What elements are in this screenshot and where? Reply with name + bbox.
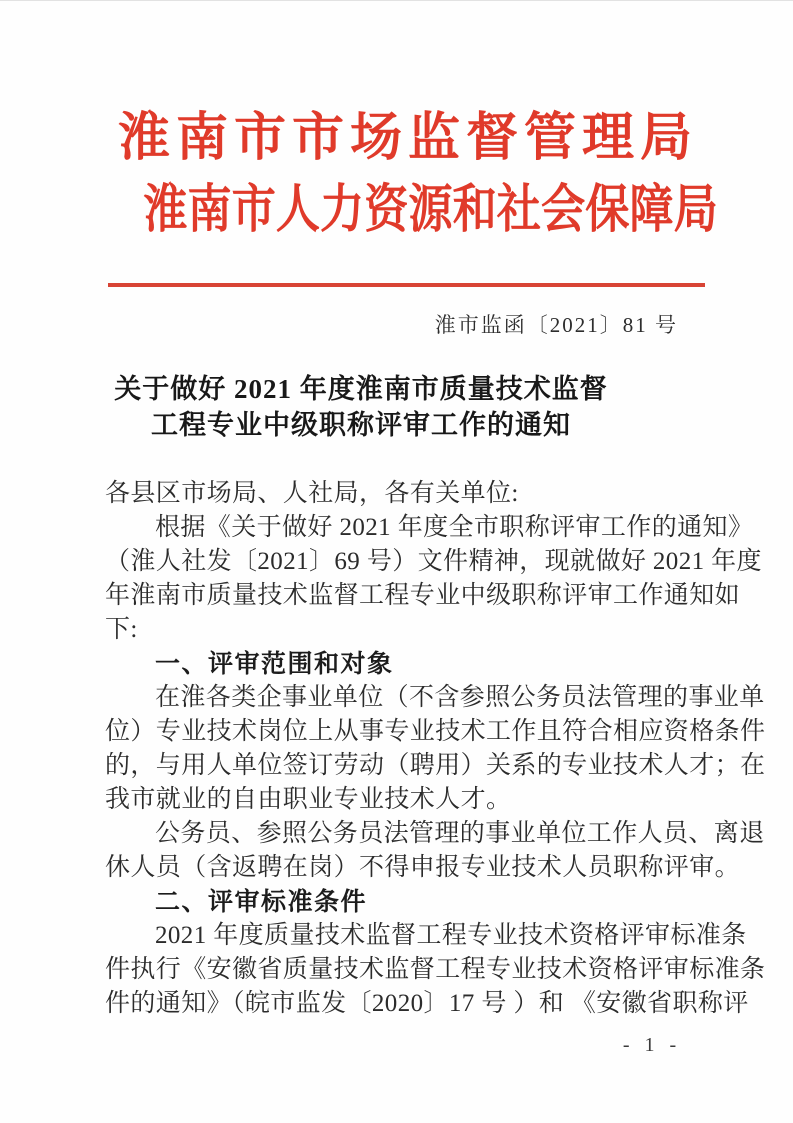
body-line: 休人员（含返聘在岗）不得申报专业技术人员职称评审。 <box>105 854 741 881</box>
body-line: 的，与用人单位签订劳动（聘用）关系的专业技术人才；在 <box>105 752 766 779</box>
body-line: 2021 年度质量技术监督工程专业技术资格评审标准条 <box>155 922 747 949</box>
body-line: 根据《关于做好 2021 年度全市职称评审工作的通知》 <box>155 514 754 541</box>
notice-title-line-1: 关于做好 2021 年度淮南市质量技术监督 <box>114 374 608 404</box>
letterhead-org-line-2: 淮南市人力资源和社会保障局 <box>143 182 718 239</box>
body-line: 在淮各类企事业单位（不含参照公务员法管理的事业单 <box>155 684 765 711</box>
page-number: - 1 - <box>622 1034 682 1056</box>
body-line: 件执行《安徽省质量技术监督工程专业技术资格评审标准条 <box>105 956 766 983</box>
body-line: 我市就业的自由职业专业技术人才。 <box>105 786 512 813</box>
letterhead-org-line-1: 淮南市市场监督管理局 <box>117 110 698 167</box>
body-line: 下: <box>105 616 138 643</box>
body-line: 年淮南市质量技术监督工程专业中级职称评审工作通知如 <box>105 582 741 609</box>
body-line: 公务员、参照公务员法管理的事业单位工作人员、离退 <box>155 820 765 847</box>
notice-title-line-2: 工程专业中级职称评审工作的通知 <box>151 410 571 440</box>
notice-title <box>105 371 617 443</box>
body-line-salutation: 各县区市场局、人社局，各有关单位: <box>105 480 519 507</box>
section-heading-1: 一、评审范围和对象 <box>155 650 394 678</box>
document-reference-number: 淮市监函〔2021〕81 号 <box>434 313 678 337</box>
notice-body <box>105 477 766 1021</box>
letterhead-divider-rule <box>108 283 705 287</box>
body-line: 位）专业技术岗位上从事专业技术工作且符合相应资格条件 <box>105 718 766 745</box>
body-line: （淮人社发〔2021〕69 号）文件精神，现就做好 2021 年度 <box>105 548 762 575</box>
letterhead <box>97 103 718 247</box>
body-line: 件的通知》（皖市监发〔2020〕17 号 ）和 《安徽省职称评 <box>105 990 749 1017</box>
section-heading-2: 二、评审标准条件 <box>155 888 368 916</box>
